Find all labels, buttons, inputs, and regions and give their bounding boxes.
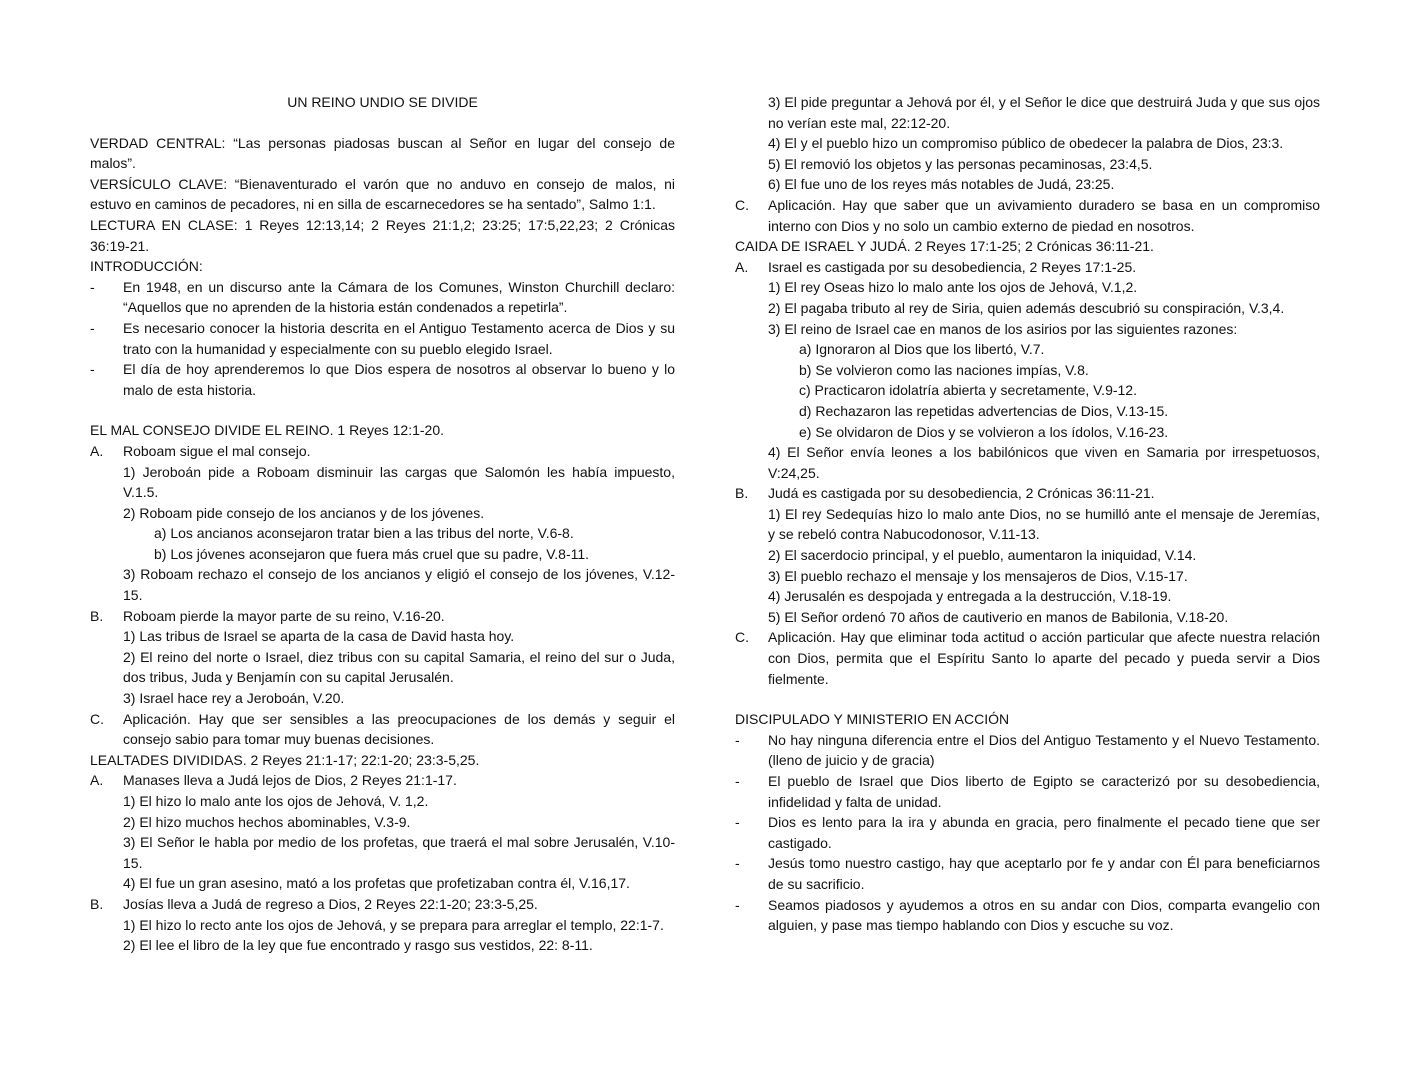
- outline-item: [735, 627, 1320, 689]
- outline-item: [735, 195, 1320, 236]
- outline-marker: B.: [735, 485, 749, 502]
- outline-item: [90, 770, 675, 791]
- outline-subitem: 5) El Señor ordenó 70 años de cautiverio en manos de Babilonia, V.18-20.: [768, 608, 1229, 625]
- outline-subitem: 3) Roboam rechazo el consejo de los ancianos y eligió el consejo de los jóvenes, V.12-15.: [123, 566, 675, 604]
- outline-subitem: 4) El Señor envía leones a los babilónicos que viven en Samaria por irrespetuosos, V:24,25.: [768, 444, 1320, 481]
- outline-marker: A.: [90, 442, 104, 459]
- outline-subitem: 1) Las tribus de Israel se aparta de la casa de David hasta hoy.: [123, 628, 515, 645]
- outline-subsubitem: b) Los jóvenes aconsejaron que fuera más cruel que su padre, V.8-11.: [154, 545, 590, 562]
- outline-item: [90, 709, 675, 750]
- list-item-text: Seamos piadosos y ayudemos a otros en su andar con Dios, comparta evangelio con alguien, y pase mas tiempo hablando con Dios y escuche su voz.: [768, 896, 1320, 934]
- list-item: [735, 771, 1320, 812]
- outline-marker: B.: [90, 607, 104, 624]
- class-reading: LECTURA EN CLASE: 1 Reyes 12:13,14; 2 Reyes 21:1,2; 23:25; 17:5,22,23; 2 Crónicas 36:19-21.: [90, 216, 675, 254]
- central-truth: VERDAD CENTRAL: “Las personas piadosas buscan al Señor en lugar del consejo de malos”.: [90, 134, 675, 172]
- outline-subitem: 2) El reino del norte o Israel, diez tribus con su capital Samaria, el reino del sur o Juda, dos tribus, Juda y Benjamín con su capital Jerusalén.: [123, 648, 675, 686]
- right-column: [735, 92, 1320, 936]
- list-item-text: En 1948, en un discurso ante la Cámara de los Comunes, Winston Churchill declaro: “Aquellos que no aprenden de la historia están condenados a repetirla”.: [123, 278, 675, 316]
- left-column: [90, 92, 675, 956]
- outline-subitem: 1) El rey Oseas hizo lo malo ante los ojos de Jehová, V.1,2.: [768, 279, 1138, 296]
- key-verse: VERSÍCULO CLAVE: “Bienaventurado el varón que no anduvo en consejo de malos, ni estuvo en caminos de pecadores, ni en silla de escarnecedores se ha sentado”, Salmo 1:1.: [90, 175, 675, 213]
- outline-marker: B.: [90, 895, 104, 912]
- outline-subitem: 6) El fue uno de los reyes más notables de Judá, 23:25.: [768, 176, 1115, 193]
- section-heading: EL MAL CONSEJO DIVIDE EL REINO. 1 Reyes 12:1-20.: [90, 422, 445, 439]
- list-item: [735, 730, 1320, 771]
- outline-subitem: 4) Jerusalén es despojada y entregada a la destrucción, V.18-19.: [768, 588, 1172, 605]
- outline-subitem: 4) El fue un gran asesino, mató a los profetas que profetizaban contra él, V.16,17.: [123, 875, 630, 892]
- outline-subsubitem: e) Se olvidaron de Dios y se volvieron a los ídolos, V.16-23.: [799, 423, 1169, 440]
- list-item: [90, 277, 675, 318]
- section-heading: CAIDA DE ISRAEL Y JUDÁ. 2 Reyes 17:1-25; 2 Crónicas 36:11-21.: [735, 238, 1154, 255]
- outline-text: Roboam pierde la mayor parte de su reino, V.16-20.: [123, 607, 445, 624]
- bullet: -: [735, 855, 740, 872]
- list-item-text: Dios es lento para la ira y abunda en gracia, pero finalmente el pecado tiene que ser castigado.: [768, 814, 1320, 851]
- outline-marker: C.: [735, 196, 749, 213]
- list-item: [735, 853, 1320, 894]
- outline-subitem: 3) Israel hace rey a Jeroboán, V.20.: [123, 690, 345, 707]
- spacer: [90, 113, 675, 133]
- outline-subitem: 1) Jeroboán pide a Roboam disminuir las cargas que Salomón les había impuesto, V.1.5.: [123, 463, 675, 501]
- outline-subitem: 2) El pagaba tributo al rey de Siria, quien además descubrió su conspiración, V.3,4.: [768, 299, 1285, 316]
- outline-subitem: 2) Roboam pide consejo de los ancianos y de los jóvenes.: [123, 504, 485, 521]
- list-item-text: Es necesario conocer la historia descrita en el Antiguo Testamento acerca de Dios y su trato con la humanidad y especialmente con su pueblo elegido Israel.: [123, 319, 675, 357]
- spacer: [735, 689, 1320, 709]
- list-item: [90, 359, 675, 400]
- list-item-text: No hay ninguna diferencia entre el Dios del Antiguo Testamento y el Nuevo Testamento. (lleno de juicio y de gracia): [768, 731, 1320, 769]
- outline-subitem: 2) El lee el libro de la ley que fue encontrado y rasgo sus vestidos, 22: 8-11.: [123, 937, 593, 954]
- outline-subsubitem: b) Se volvieron como las naciones impías, V.8.: [799, 361, 1089, 378]
- outline-subitem: 1) El hizo lo recto ante los ojos de Jehová, y se prepara para arreglar el templo, 22:1-7.: [123, 916, 664, 933]
- list-item: [735, 895, 1320, 936]
- page-title: UN REINO UNDIO SE DIVIDE: [287, 94, 478, 110]
- list-item-text: El día de hoy aprenderemos lo que Dios espera de nosotros al observar lo bueno y lo malo de esta historia.: [123, 361, 675, 398]
- outline-subitem: 1) El rey Sedequías hizo lo malo ante Dios, no se humilló ante el mensaje de Jeremías, y se rebeló contra Nabucodonosor, V.11-13.: [768, 505, 1320, 543]
- outline-subsubitem: a) Los ancianos aconsejaron tratar bien a las tribus del norte, V.6-8.: [154, 525, 574, 542]
- outline-marker: C.: [735, 629, 749, 646]
- outline-subitem: 3) El reino de Israel cae en manos de los asirios por las siguientes razones:: [768, 320, 1238, 337]
- outline-item: [90, 894, 675, 915]
- intro-heading: INTRODUCCIÓN:: [90, 258, 203, 275]
- list-item-text: Jesús tomo nuestro castigo, hay que aceptarlo por fe y andar con Él para beneficiarnos de su sacrificio.: [768, 855, 1320, 892]
- outline-subsubitem: c) Practicaron idolatría abierta y secretamente, V.9-12.: [799, 382, 1137, 399]
- bullet: -: [735, 731, 740, 748]
- bullet: -: [735, 773, 740, 789]
- outline-subitem: 4) El y el pueblo hizo un compromiso público de obedecer la palabra de Dios, 23:3.: [768, 135, 1284, 152]
- outline-text: Manases lleva a Judá lejos de Dios, 2 Reyes 21:1-17.: [123, 772, 457, 789]
- outline-subitem: 3) El pueblo rechazo el mensaje y los mensajeros de Dios, V.15-17.: [768, 567, 1188, 584]
- outline-marker: A.: [735, 258, 749, 275]
- outline-item: [90, 441, 675, 462]
- outline-text: Aplicación. Hay que saber que un avivamiento duradero se basa en un compromiso interno con Dios y no solo un cambio externo de piedad en nosotros.: [768, 196, 1320, 234]
- spacer: [90, 400, 675, 420]
- outline-text: Aplicación. Hay que eliminar toda actitud o acción particular que afecte nuestra relación con Dios, permita que el Espíritu Santo lo aparte del pecado y pueda servir a Dios fielmente.: [768, 629, 1320, 687]
- outline-text: Judá es castigada por su desobediencia, 2 Crónicas 36:11-21.: [768, 485, 1155, 502]
- list-item-text: El pueblo de Israel que Dios liberto de Egipto se caracterizó por su desobediencia, infidelidad y falta de unidad.: [768, 773, 1320, 810]
- outline-subitem: 3) El pide preguntar a Jehová por él, y el Señor le dice que destruirá Juda y que sus ojos no verían este mal, 22:12-20.: [768, 94, 1320, 131]
- outline-text: Israel es castigada por su desobediencia, 2 Reyes 17:1-25.: [768, 258, 1137, 275]
- outline-marker: C.: [90, 710, 104, 727]
- outline-text: Aplicación. Hay que ser sensibles a las preocupaciones de los demás y seguir el consejo sabio para tomar muy buenas decisiones.: [123, 710, 675, 748]
- outline-subitem: 1) El hizo lo malo ante los ojos de Jehová, V. 1,2.: [123, 793, 429, 809]
- bullet: -: [735, 896, 740, 913]
- outline-subitem: 3) El Señor le habla por medio de los profetas, que traerá el mal sobre Jerusalén, V.10-15.: [123, 834, 675, 871]
- section-heading: LEALTADES DIVIDIDAS. 2 Reyes 21:1-17; 22:1-20; 23:3-5,25.: [90, 751, 480, 768]
- list-item: [735, 812, 1320, 853]
- section-heading: DISCIPULADO Y MINISTERIO EN ACCIÓN: [735, 711, 1010, 728]
- outline-item: [735, 483, 1320, 504]
- outline-subitem: 5) El removió los objetos y las personas pecaminosas, 23:4,5.: [768, 155, 1153, 172]
- outline-subitem: 2) El sacerdocio principal, y el pueblo, aumentaron la iniquidad, V.14.: [768, 547, 1197, 564]
- outline-marker: A.: [90, 772, 104, 789]
- outline-text: Josías lleva a Judá de regreso a Dios, 2 Reyes 22:1-20; 23:3-5,25.: [123, 895, 538, 912]
- bullet: -: [90, 278, 95, 295]
- outline-item: [90, 606, 675, 627]
- outline-subitem: 2) El hizo muchos hechos abominables, V.3-9.: [123, 813, 411, 830]
- list-item: [90, 318, 675, 359]
- bullet: -: [90, 361, 95, 378]
- outline-subsubitem: d) Rechazaron las repetidas advertencias de Dios, V.13-15.: [799, 402, 1169, 419]
- outline-item: [735, 257, 1320, 278]
- outline-text: Roboam sigue el mal consejo.: [123, 442, 311, 459]
- outline-subsubitem: a) Ignoraron al Dios que los libertó, V.7.: [799, 341, 1045, 358]
- bullet: -: [90, 319, 95, 336]
- bullet: -: [735, 814, 740, 831]
